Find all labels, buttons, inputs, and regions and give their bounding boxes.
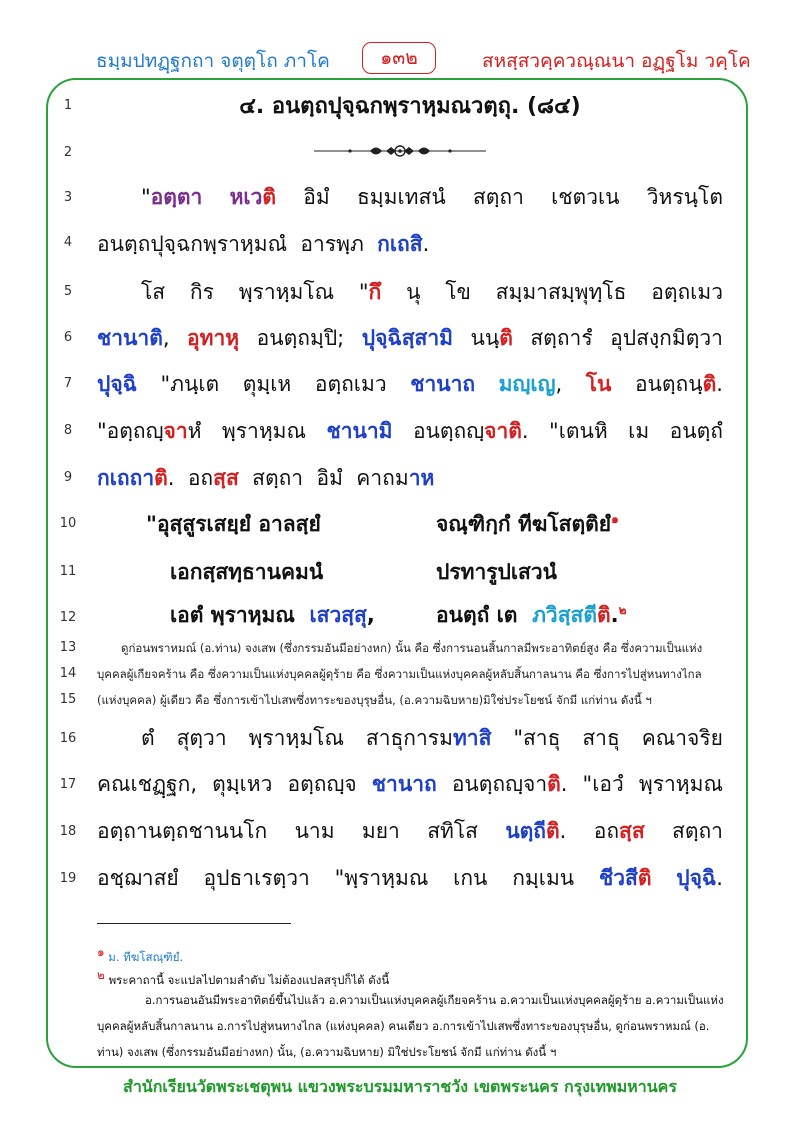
translation-line-15: (แห่งบุคคล) ผู้เดียว คือ ซึ่งการเข้าไปเสพซึ่งทาระของบุรุษอื่น, (อ.ความฉิบหาย)มิใช่ประโยชน์ จักมี แก่ท่าน ดังนี้ ฯ (97, 693, 652, 707)
header-book-title: ธมฺมปทฏฺฐกถา จตุตฺโถ ภาโค (96, 50, 330, 72)
verse-2b: ปรทารูปเสวนํ (436, 560, 557, 584)
line-number: 8 (63, 423, 73, 438)
verse-1a: "อุสฺสูรเสยฺยํ อาลสฺยํ (146, 512, 321, 536)
line-number: 3 (63, 190, 73, 205)
story-title: ๔. อนตฺถปุจฺฉกพฺราหฺมณวตฺถุ. (๘๔) (239, 94, 581, 119)
body-line-4: อนตฺถปุจฺฉกพฺราหฺมณํ อารพฺภ กเถสิ. (97, 232, 430, 256)
line-number: 18 (59, 824, 77, 839)
body-line-3 (97, 181, 723, 214)
body-line-7: ปุจฺฉิ "ภนฺเต ตุมฺเห อตฺถเมว ชานาถ มญฺเญ, โน อนตฺถนฺติ. (97, 372, 723, 396)
verse-1b: จณฺฑิกฺกํ ทีฆโสตฺติยํ$^๑$ (436, 512, 619, 536)
line-number: 12 (59, 610, 77, 625)
line-number: 5 (63, 284, 73, 299)
line-number: 2 (63, 145, 73, 160)
line-number: 10 (59, 516, 77, 531)
footnote-divider (97, 923, 291, 924)
line-number: 9 (63, 470, 73, 485)
page-header (0, 40, 800, 80)
text-segment: วิหรนฺโต (646, 185, 723, 209)
body-line-8: "อตฺถญฺจาหํ พฺราหฺมณ ชานามิ อนตฺถญฺจาติ. "เตนหิ เม อนตฺถํ (97, 419, 723, 443)
footnote-2-line-3: ท่าน) จงเสพ (ซึ่งกรรมอันมีอย่างหก) นั้น, (อ.ความฉิบหาย) มิใช่ประโยชน์ จักมี แก่ท่าน ดังนี้ ฯ (97, 1045, 557, 1059)
page-footer: สำนักเรียนวัดพระเชตุพน แขวงพระบรมมหาราชวัง เขตพระนคร กรุงเทพมหานคร (123, 1077, 677, 1096)
text-segment: หเวติ (229, 185, 277, 209)
header-chapter-title: สหสฺสวคฺควณฺณนา อฏฺฐโม วคฺโค (482, 50, 751, 72)
footnote-2-line-1: อ.การนอนอันมีพระอาทิตย์ขึ้นไปแล้ว อ.ความเป็นแห่งบุคคลผู้เกียจคร้าน อ.ความเป็นแห่งบุคคลผู้ดุร้าย อ.ความเป็นแห่ง (145, 993, 724, 1007)
ornament-divider-icon (310, 141, 490, 161)
footnote-1: ๑ ม. ทีฆโสณฺฑิยํ. (97, 945, 184, 964)
translation-line-13: ดูก่อนพราหมณ์ (อ.ท่าน) จงเสพ (ซึ่งกรรมอันมีอย่างหก) นั้น คือ ซึ่งการนอนสิ้นกาลมีพระอาทิตย์สูง คือ ซึ่งความเป็นแห่ง (121, 641, 703, 655)
highlight-verb: กเถสิ (377, 232, 423, 256)
line-number: 7 (63, 376, 73, 391)
text-segment: เชตวเน (551, 185, 620, 209)
body-line-9: กเถถาติ. อถสฺส สตฺถา อิมํ คาถมาห (97, 466, 435, 490)
line-number: 6 (63, 330, 73, 345)
text-segment: ธมฺมเทสนํ (356, 185, 446, 209)
body-line-19: อชฺฌาสยํ อุปธาเรตฺวา "พฺราหฺมณ เกน กมฺเมน ชีวสีติ ปุจฺฉิ. (97, 866, 723, 890)
text-segment: สตฺถา (472, 185, 524, 209)
body-line-5: โส กิร พฺราหฺมโณ "กึ นุ โข สมฺมาสมฺพุทฺโธ อตฺถเมว (141, 280, 723, 304)
line-number: 16 (59, 731, 77, 746)
content-frame (46, 78, 748, 1068)
line-number: 14 (59, 666, 77, 681)
body-line-16: ตํ สุตฺวา พฺราหฺมโณ สาธุการมทาสิ "สาธุ สาธุ คณาจริย (141, 726, 723, 750)
line-number: 4 (63, 235, 73, 250)
line-number: 19 (59, 871, 77, 886)
text-segment: อนตฺถปุจฺฉกพฺราหฺมณํ (97, 232, 288, 256)
line-number: 11 (59, 564, 77, 579)
text-segment: "อตฺตา (141, 185, 203, 209)
line-number: 1 (63, 98, 73, 113)
footnote-2: ๒ พระคาถานี้ จะแปลไปตามลำดับ ไม่ต้องแปลสรุปก็ได้ ดังนี้ (97, 968, 390, 987)
verse-3b: อนตฺถํ เต ภวิสฺสตีติ.$^๒$ (436, 603, 627, 627)
page-number: ๑๓๒ (362, 42, 436, 74)
text-segment: อิมํ (303, 185, 330, 209)
verse-2a: เอกสฺสทฺธานคมนํ (170, 560, 324, 584)
footnote-ref: ๑ (611, 512, 619, 526)
footnote-2-line-2: บุคคลผู้หลับสิ้นกาลนาน อ.การไปสู่หนทางไกล (แห่งบุคคล) คนเดียว อ.การเข้าไปเสพซึ่งทาระของบุรุษอื่น, ดูก่อนพราหมณ์ (อ. (97, 1019, 710, 1033)
line-number: 17 (59, 777, 77, 792)
translation-line-14: บุคคลผู้เกียจคร้าน คือ ซึ่งความเป็นแห่งบุคคลผู้ดุร้าย คือ ซึ่งความเป็นแห่งบุคคลผู้หลับสิ้นกาลนาน คือ ซึ่งการไปสู่หนทางไกล (97, 667, 702, 681)
body-line-18: อตฺถานตฺถชานนโก นาม มยา สทิโส นตฺถีติ. อถสฺส สตฺถา (97, 819, 723, 843)
line-number: 13 (59, 640, 77, 655)
verse-3a: เอตํ พฺราหฺมณ เสวสฺสุ, (170, 603, 375, 627)
line-number: 15 (59, 692, 77, 707)
footnote-ref: ๒ (618, 603, 627, 617)
body-line-17: คณเชฏฺฐก, ตุมฺเหว อตฺถญฺจ ชานาถ อนตฺถญฺจาติ. "เอวํ พฺราหฺมณ (97, 772, 723, 796)
body-line-6: ชานาติ, อุทาหุ อนตฺถมฺปิ; ปุจฺฉิสฺสามิ นนฺติ สตฺถารํ อุปสงฺกมิตฺวา (97, 326, 723, 350)
text-segment: อารพฺภ (300, 232, 364, 256)
